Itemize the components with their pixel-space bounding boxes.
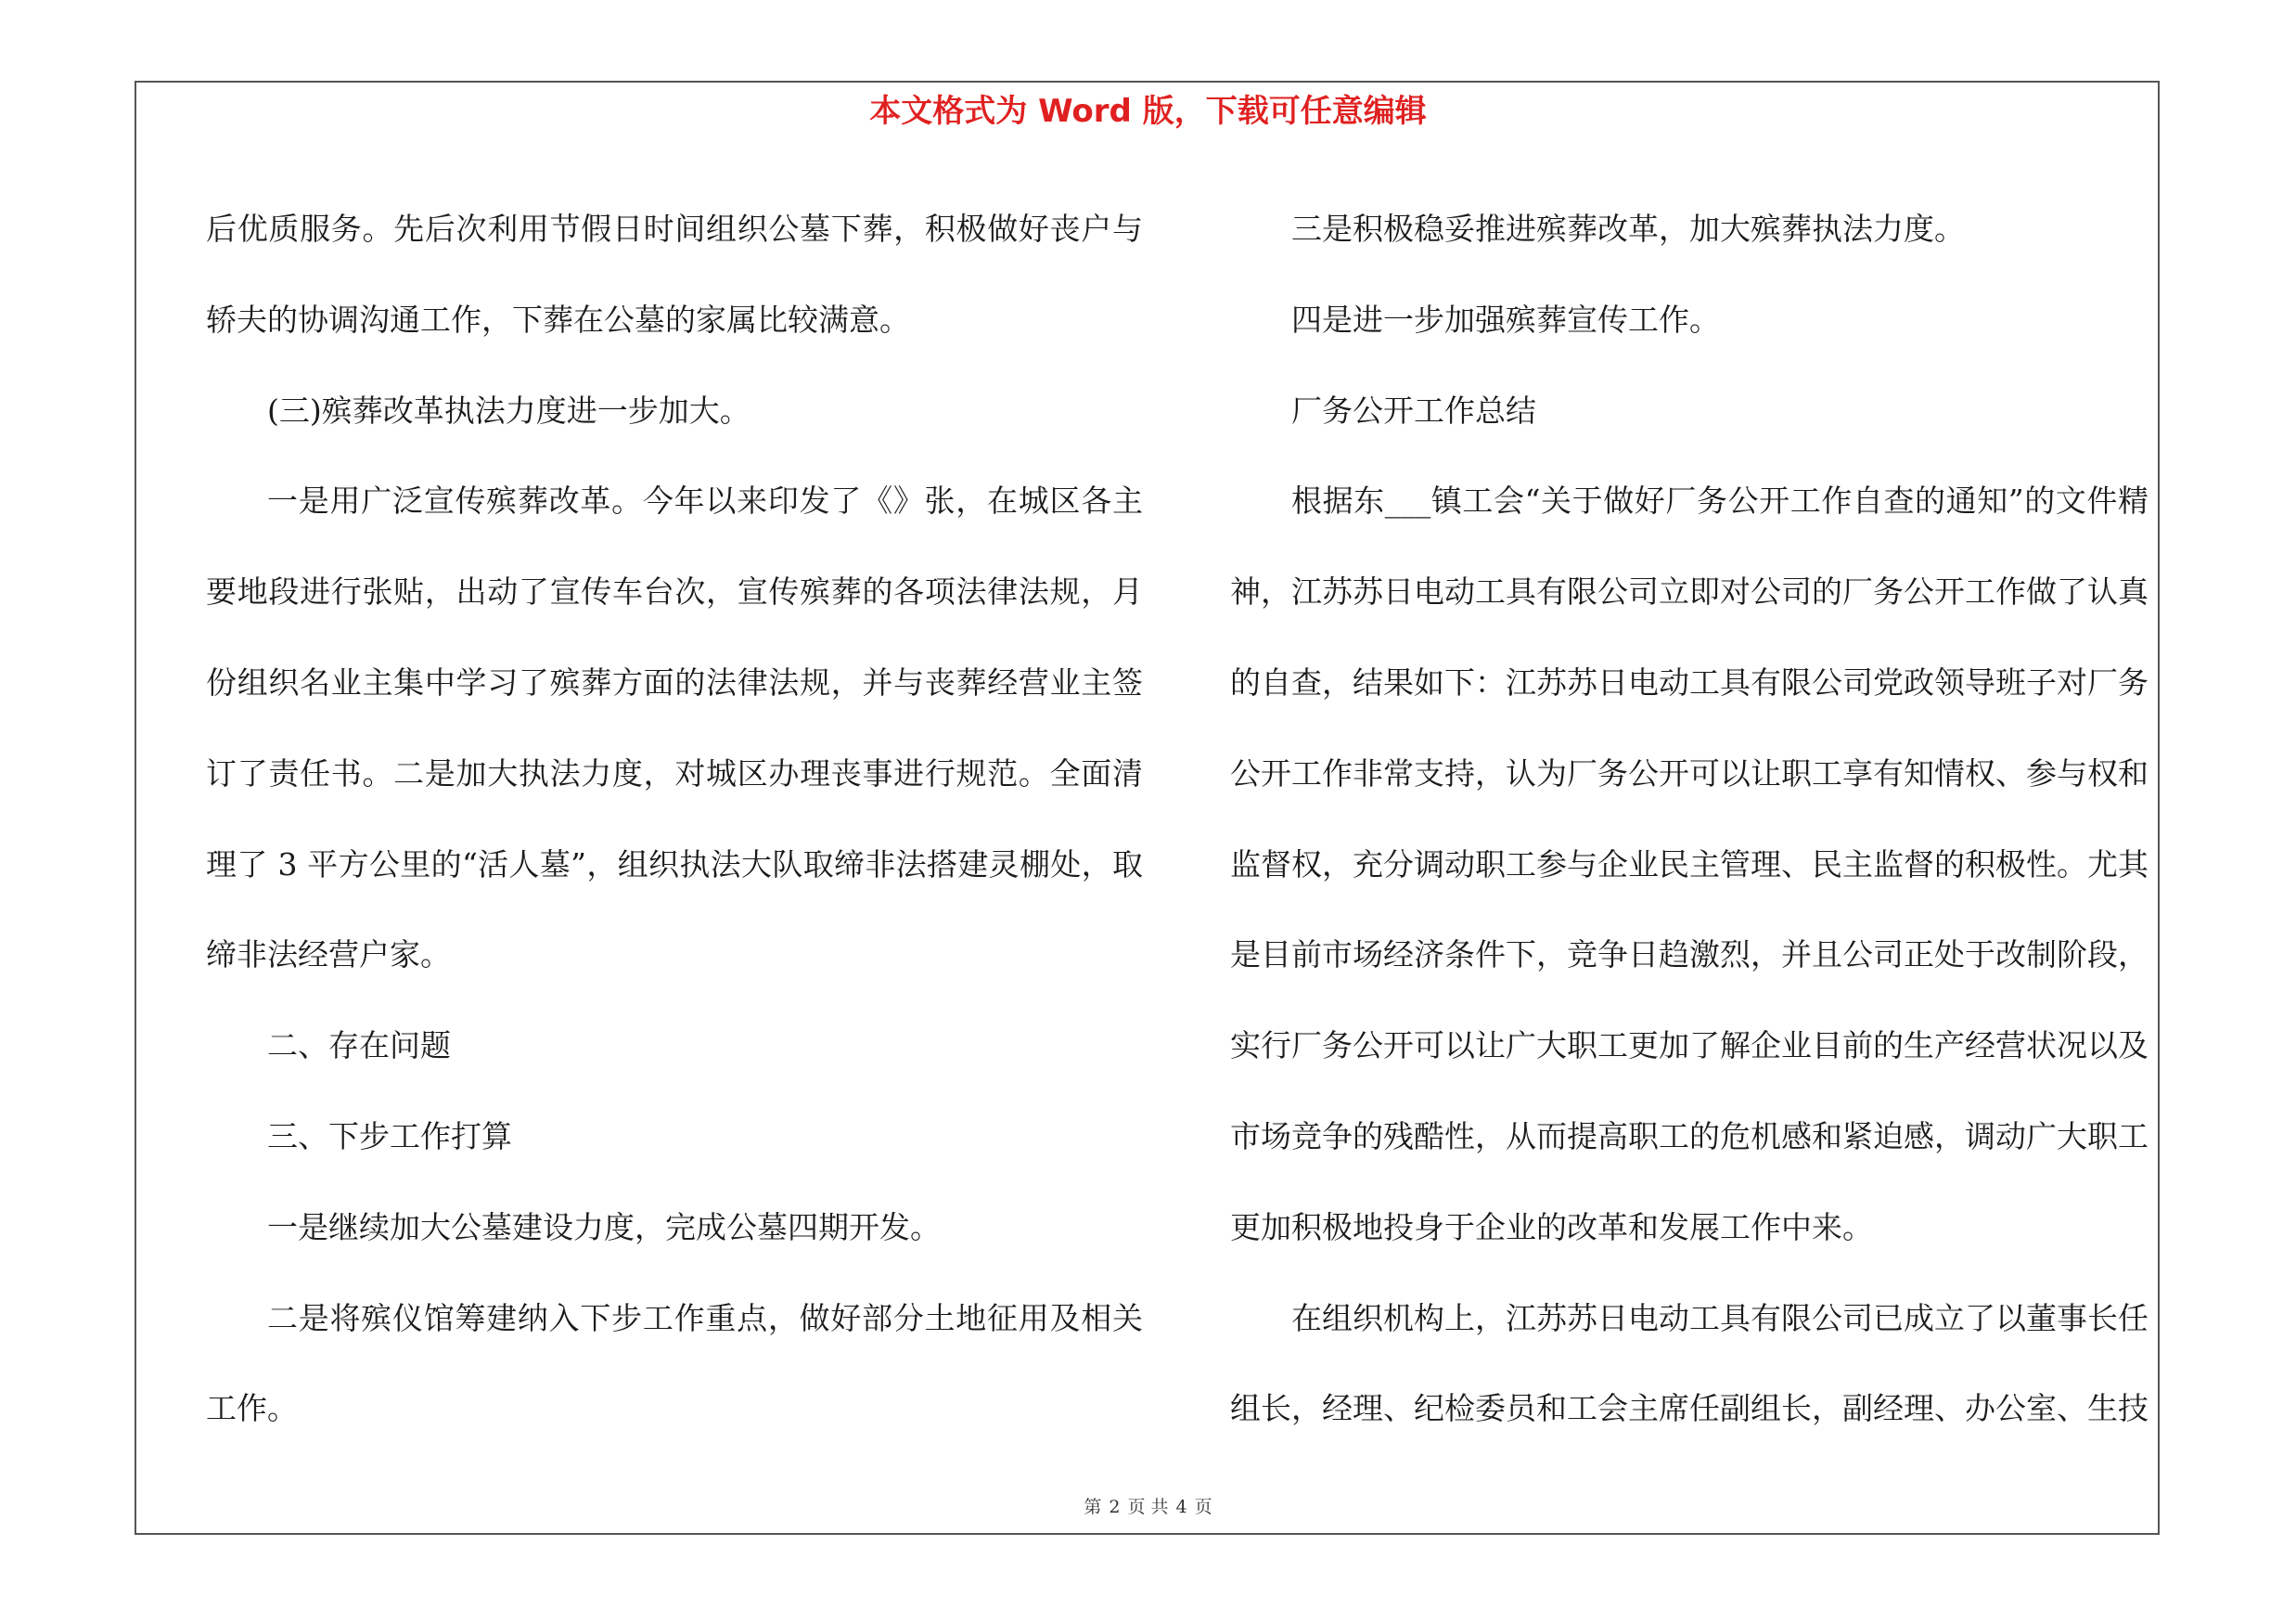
total-pages-number: 4 <box>1175 1497 1187 1517</box>
paragraph-self-inspection: 根据东___镇工会“关于做好厂务公开工作自查的通知”的文件精神，江苏苏日电动工具有限公司立即对公司的厂务公开工作做了认真的自查，结果如下：江苏苏日电动工具有限公司党政领导班子对厂务公开工作非常支持，认为厂务公开可以让职工享有知情权、参与权和监督权，充分调动职工参与企业民主管理、民主监督的积极性。尤其是目前市场经济条件下，竞争日趋激烈，并且公司正处于改制阶段，实行厂务公开可以让广大职工更加了解企业目前的生产经营状况以及市场竞争的残酷性，从而提高职工的危机感和紧迫感，调动广大职工更加积极地投身于企业的改革和发展工作中来。 <box>1230 483 2148 1245</box>
footer-suffix: 页 <box>1194 1497 1212 1517</box>
footer-prefix: 第 <box>1084 1497 1102 1517</box>
paragraph-publicity-work: 四是进一步加强殡葬宣传工作。 <box>1291 301 1720 338</box>
document-title-factory-affairs: 厂务公开工作总结 <box>1291 392 1536 429</box>
paragraph-cemetery: 一是继续加大公墓建设力度，完成公墓四期开发。 <box>267 1208 941 1245</box>
current-page-number: 2 <box>1109 1497 1121 1517</box>
section-heading-next-steps: 三、下步工作打算 <box>267 1117 512 1154</box>
section-heading-problems: 二、存在问题 <box>267 1027 451 1064</box>
footer-middle: 页 共 <box>1127 1497 1169 1517</box>
paragraph-organization: 在组织机构上，江苏苏日电动工具有限公司已成立了以董事长任组长，经理、纪检委员和工会主席任副组长，副经理、办公室、生技 <box>1230 1299 2148 1427</box>
paragraph-reform: 三是积极稳妥推进殡葬改革，加大殡葬执法力度。 <box>1291 211 1965 247</box>
paragraph-publicity: 一是用广泛宣传殡葬改革。今年以来印发了《》张，在城区各主要地段进行张贴，出动了宣传车台次，宣传殡葬的各项法律法规，月份组织名业主集中学习了殡葬方面的法律法规，并与丧葬经营业主签订了责任书。二是加大执法力度，对城区办理丧事进行规范。全面清理了 3 平方公里的“活人墓”，组织执法大队取缔非法搭建灵棚处，取缔非法经营户家。 <box>206 483 1143 973</box>
left-column <box>206 184 1143 1454</box>
paragraph-funeral-home: 二是将殡仪馆筹建纳入下步工作重点，做好部分土地征用及相关工作。 <box>206 1299 1143 1427</box>
right-column <box>1230 184 2148 1454</box>
page-footer <box>0 1493 2296 1518</box>
editable-format-banner: 本文格式为 Word 版，下载可任意编辑 <box>869 93 1427 130</box>
section-heading-enforcement: (三)殡葬改革执法力度进一步加大。 <box>267 392 750 429</box>
paragraph-continued: 后优质服务。先后次利用节假日时间组织公墓下葬，积极做好丧户与轿夫的协调沟通工作，下葬在公墓的家属比较满意。 <box>206 211 1143 338</box>
